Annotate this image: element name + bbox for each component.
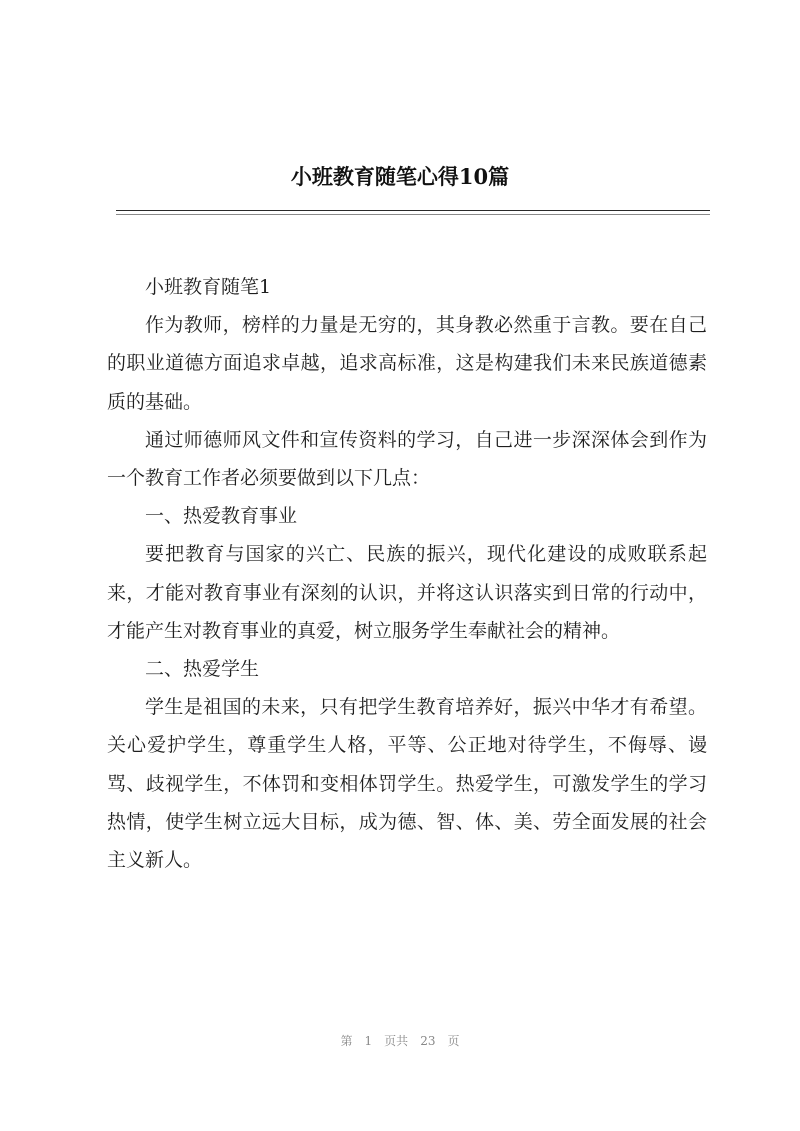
- paragraph: 通过师德师风文件和宣传资料的学习，自己进一步深深体会到作为一个教育工作者必须要做到以下几点：: [107, 428, 707, 490]
- paragraph: 要把教育与国家的兴亡、民族的振兴，现代化建设的成败联系起来，才能对教育事业有深刻的认识，并将这认识落实到日常的行动中，才能产生对教育事业的真爱，树立服务学生奉献社会的精神。: [107, 543, 707, 642]
- page-title: 小班教育随笔心得10篇: [290, 164, 510, 189]
- page-footer: [0, 1032, 800, 1049]
- footer-page-end-label: 页: [447, 1034, 460, 1048]
- subsection-heading: 一、热爱教育事业: [145, 505, 298, 528]
- section-heading: 小班教育随笔1: [145, 276, 272, 298]
- footer-of-total-label: 页共: [384, 1034, 409, 1048]
- paragraph: 学生是祖国的未来，只有把学生教育培养好，振兴中华才有希望。关心爱护学生，尊重学生人格，平等、公正地对待学生，不侮辱、谩骂、歧视学生，不体罚和变相体罚学生。热爱学生，可激发学生的学习热情，使学生树立远大目标，成为德、智、体、美、劳全面发展的社会主义新人。: [107, 696, 707, 872]
- footer-page-label: 第: [340, 1034, 353, 1048]
- title-divider-thin: [116, 214, 710, 215]
- footer-current-page: 1: [364, 1034, 373, 1048]
- title-divider: [116, 210, 710, 211]
- document-body: [107, 268, 707, 879]
- footer-total-pages: 23: [420, 1034, 436, 1048]
- subsection-heading: 二、热爱学生: [145, 658, 260, 681]
- paragraph: 作为教师，榜样的力量是无穷的，其身教必然重于言教。要在自己的职业道德方面追求卓越，追求高标准，这是构建我们未来民族道德素质的基础。: [107, 314, 707, 413]
